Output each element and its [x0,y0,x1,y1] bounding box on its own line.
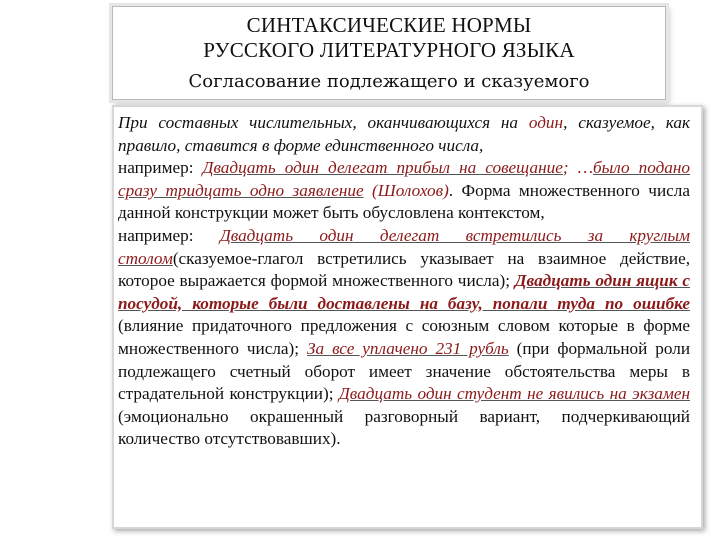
example-2-source: (Шолохов) [372,180,449,200]
example-6: Двадцать один студент не явились на экзамен [338,384,690,404]
content-frame [112,105,703,529]
context-text: . Форма множественного числа данной конструкции может быть обусловлена контекстом, [118,180,690,223]
example-5-explanation: (при формальной роли подлежащего счетный оборот имеет значение обстоятельства меры в страдательной конструкции); [118,338,691,404]
example-2: было подано сразу тридцать одно заявление [118,158,690,200]
example-4: Двадцать один ящик с посудой, которые были доставлены на базу, попали туда по ошибке [118,271,690,313]
intro-text-1: При составных числительных, оканчивающихся на [118,113,519,132]
intro-keyword: один [528,113,564,132]
page-title-line-2: РУССКОГО ЛИТЕРАТУРНОГО ЯЗЫКА [203,38,575,62]
example-3-explanation: (сказуемое-глагол встретились указывает на взаимное действие, которое выражается формой множественного числа); [118,248,690,291]
example-1: Двадцать один делегат прибыл на совещание [202,158,563,178]
page-subtitle: Согласование подлежащего и сказуемого [188,71,590,92]
intro-text-2: , сказуемое, как правило, ставится в форме единственного числа, [118,113,691,155]
for-example-label-2: например: [118,225,194,245]
page-title-line-1: СИНТАКСИЧЕСКИЕ НОРМЫ [246,13,532,37]
rule-paragraph [118,112,690,451]
example-5: За все уплачено 231 рубль [307,338,509,358]
example-4-explanation: (влияние придаточного предложения с союзным словом которые в форме множественного числа); [118,316,690,358]
example-separator-1: ; … [562,158,593,178]
example-6-explanation: (эмоционально окрашенный разговорный вариант, подчеркивающий количество отсутствовавших). [118,406,690,449]
for-example-label-1: например: [118,158,194,178]
title-frame [112,6,666,100]
example-3: Двадцать один делегат встретились за круглым столом [118,225,690,268]
